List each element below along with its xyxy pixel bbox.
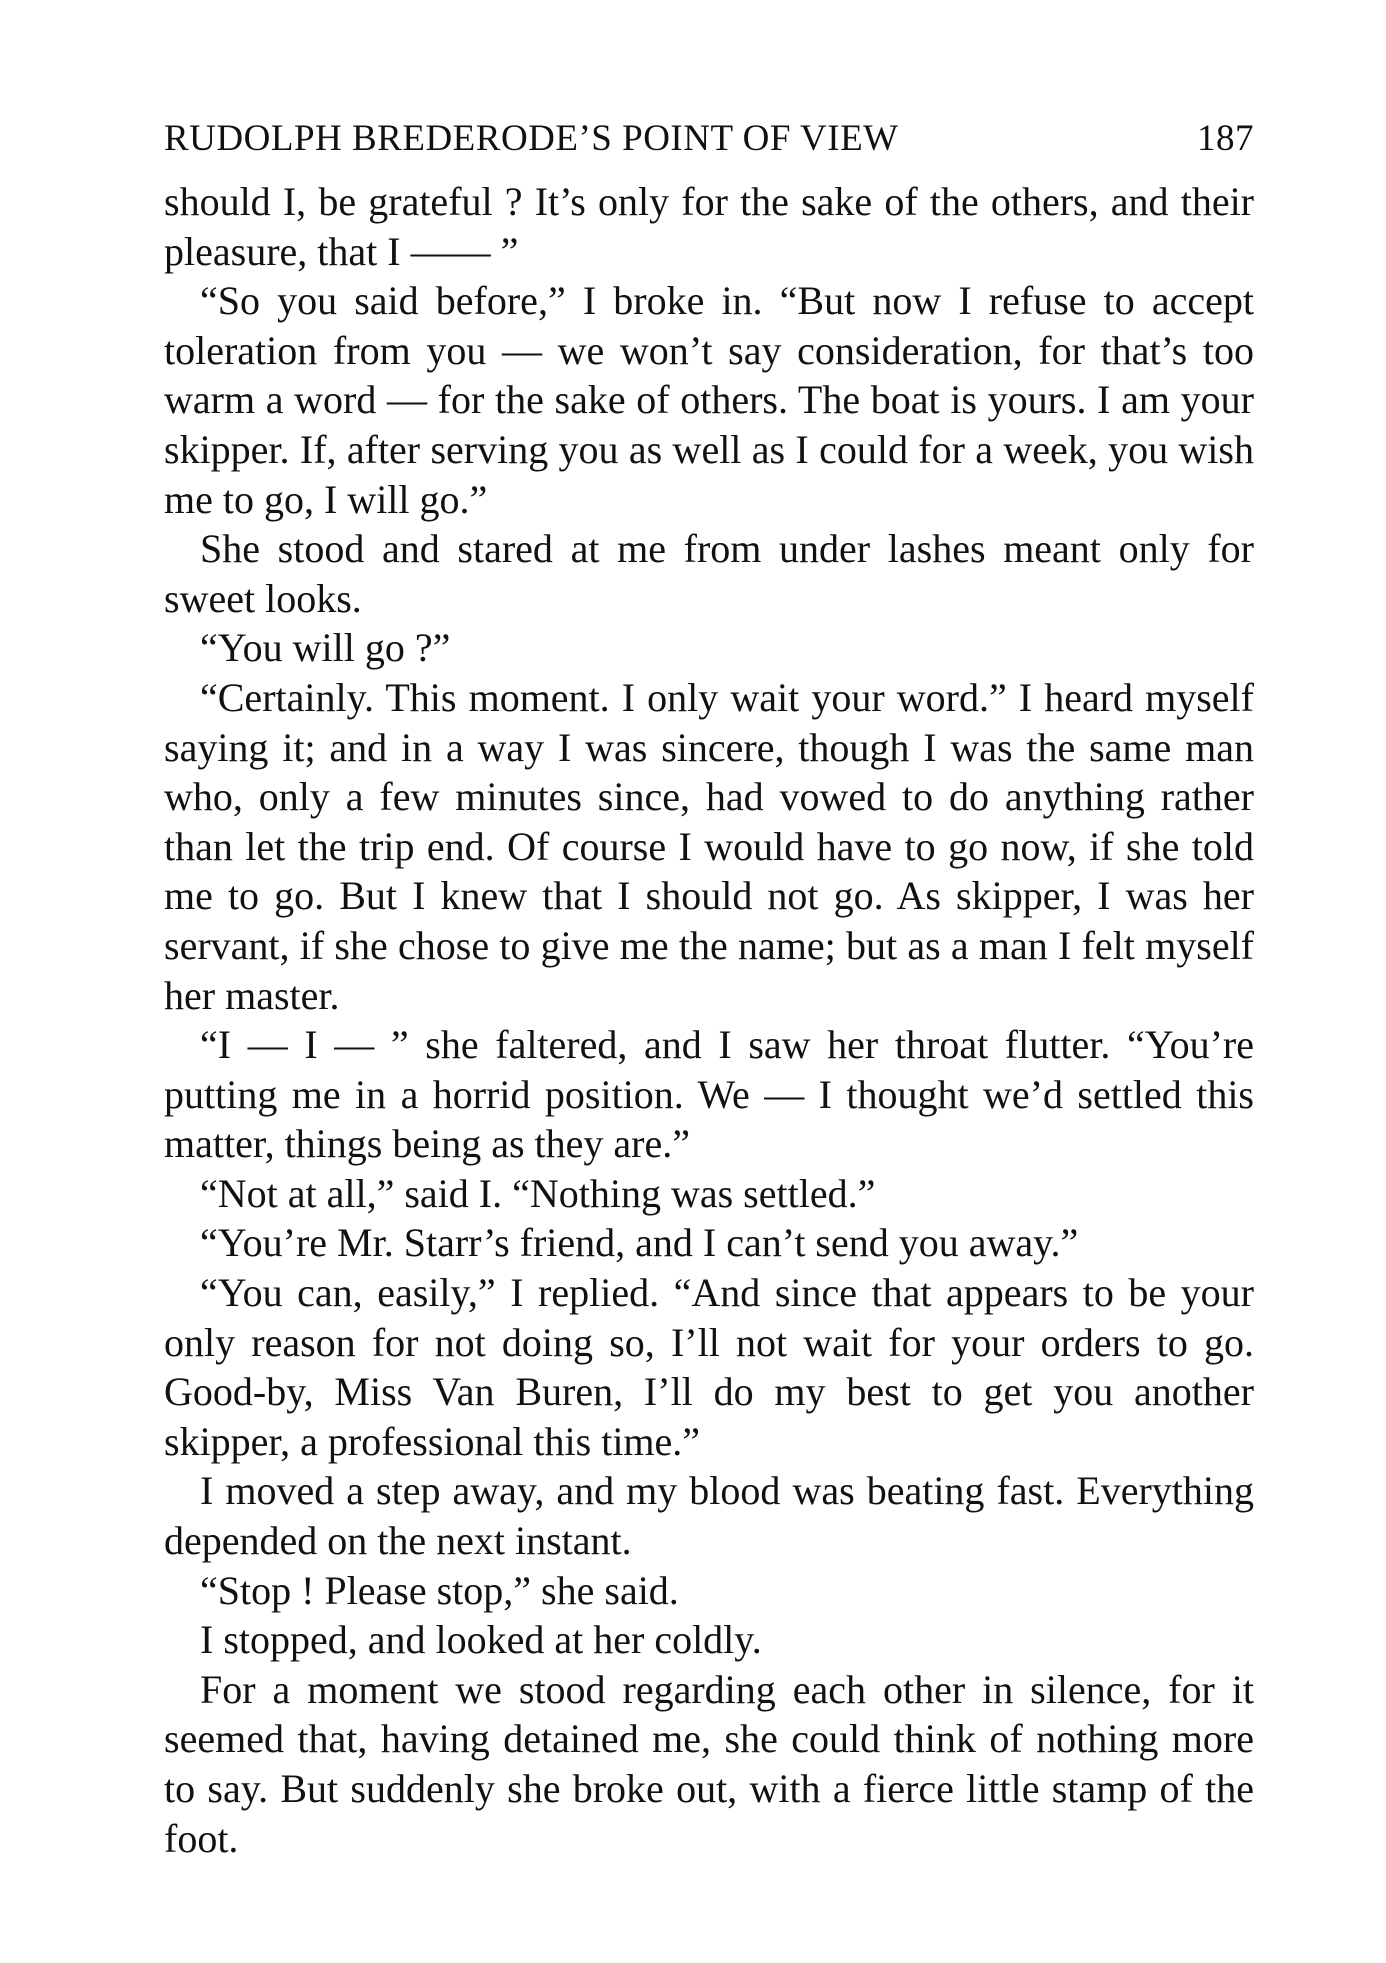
paragraph-2: “So you said before,” I broke in. “But now I refuse to accept toleration from you — we won’t say consideration, for that’s too warm a word — for the sake of others. The boat is yours. I am your skipper. If, after serving you as well as I could for a week, you wish me to go, I will go.” [164, 278, 1254, 522]
paragraph-4: “You will go ?” [200, 625, 451, 671]
paragraph-1: should I, be grateful ? It’s only for the sake of the others, and their pleasure, that I —— ” [164, 179, 1254, 274]
paragraph-10: I moved a step away, and my blood was beating fast. Everything depended on the next instant. [164, 1468, 1254, 1564]
paragraph-8: “You’re Mr. Starr’s friend, and I can’t send you away.” [200, 1220, 1079, 1266]
paragraph-11: “Stop ! Please stop,” she said. [200, 1567, 679, 1613]
paragraph-5: “Certainly. This moment. I only wait your word.” I heard myself saying it; and in a way I was sincere, though I was the same man who, only a few minutes since, had vowed to do anything rather than let the trip end. Of course I would have to go now, if she told me to go. But I knew that I should not go. As skipper, I was her servant, if she chose to give me the name; but as a man I felt myself her master. [164, 674, 1254, 1018]
body-text [164, 177, 1254, 1863]
page-number: 187 [1197, 118, 1254, 159]
paragraph-9: “You can, easily,” I replied. “And since that appears to be your only reason for not doing so, I’ll not wait for your orders to go. Good-by, Miss Van Buren, I’ll do my best to get you another skipper, a professional this time.” [164, 1270, 1254, 1464]
paragraph-6: “I — I — ” she faltered, and I saw her throat flutter. “You’re putting me in a horrid position. We — I thought we’d settled this matter, things being as they are.” [164, 1022, 1254, 1167]
running-head [164, 117, 1254, 173]
paragraph-13: For a moment we stood regarding each other in silence, for it seemed that, having detained me, she could think of nothing more to say. But suddenly she broke out, with a fierce little stamp of the foot. [164, 1666, 1254, 1861]
paragraph-7: “Not at all,” said I. “Nothing was settled.” [200, 1170, 876, 1216]
paragraph-12: I stopped, and looked at her coldly. [200, 1617, 762, 1663]
paragraph-3: She stood and stared at me from under lashes meant only for sweet looks. [164, 526, 1254, 621]
running-title: RUDOLPH BREDERODE’S POINT OF VIEW [164, 118, 899, 159]
